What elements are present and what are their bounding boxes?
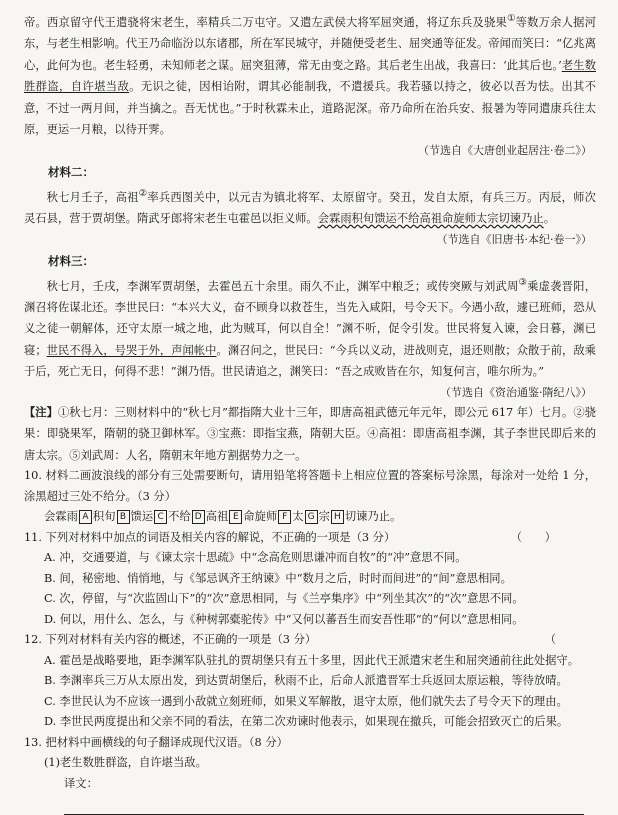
underlined-sentence-1: 老生数胜群盗，自许堪当敌 bbox=[24, 58, 596, 94]
answer-box-c[interactable]: C bbox=[154, 510, 167, 524]
answer-box-d[interactable]: D bbox=[192, 510, 205, 524]
translation-label: 译文： bbox=[64, 776, 98, 790]
answer-box-e[interactable]: E bbox=[229, 510, 242, 524]
material-two-source: （节选自《旧唐书·本纪·卷一》） bbox=[436, 232, 592, 246]
material-two-text: 秋七月壬子，高祖②率兵西图关中，以元吉为镇北将军、太原留守。癸丑，发自太原，有兵三万。丙辰，师次灵石县，营于贾胡堡。隋武牙郎将宋老生屯霍邑以拒义师。会霖雨积旬馈运不给高祖命旋师太宗切谏乃止。 bbox=[24, 187, 596, 226]
answer-box-f[interactable]: F bbox=[278, 510, 291, 524]
answer-box-a[interactable]: A bbox=[79, 510, 92, 524]
answer-box-b[interactable]: B bbox=[117, 510, 130, 524]
question-11-option-a[interactable]: A. 冲，交通要道，与《谏太宗十思疏》中“念高危则思谦冲而自牧”的“冲”意思不同。 bbox=[44, 551, 467, 565]
wavy-underlined-sentence: 会霖雨积旬馈运不给高祖命旋师太宗切谏乃止 bbox=[317, 212, 544, 226]
question-13-item-1: (1)老生数胜群盗，自许堪当敌。 bbox=[44, 756, 207, 770]
material-three bbox=[24, 251, 596, 402]
question-12 bbox=[24, 630, 596, 733]
question-13 bbox=[24, 733, 596, 815]
question-10 bbox=[24, 466, 596, 528]
material-three-source: （节选自《资治通鉴·隋纪八》） bbox=[440, 385, 592, 399]
material-two bbox=[24, 162, 596, 249]
translation-row bbox=[64, 774, 596, 815]
material-three-heading: 材料三： bbox=[48, 253, 94, 268]
question-11-option-c[interactable]: C. 次，停留，与“次监固山下”的“次”意思相同，与《兰亭集序》中“列坐其次”的“次”意思不同。 bbox=[44, 592, 524, 606]
annotation-notes: 【注】①秋七月：三则材料中的“秋七月”都指隋大业十三年，即唐高祖武德元年元年，即公元 617 年）七月。②骁果：即骁果军，隋朝的骁卫御林军。③宝燕：即指宝燕，隋朝大臣。④高祖：即唐高祖李渊，其子李世民即后来的唐太宗。⑤刘武周：人名，隋朝末年地方割据势力之一。 bbox=[24, 404, 596, 462]
question-12-answer-paren[interactable]: （ bbox=[544, 633, 556, 647]
material-one bbox=[24, 8, 596, 160]
material-one-source: （节选自《大唐创业起居注·卷二》） bbox=[418, 143, 592, 157]
material-one-text: 帝。西京留守代王遣骁将宋老生，率精兵二万屯守。又遣左武侯大将军屈突通，将辽东兵及骁果①等数万余人据河东，与老生相影响。代王乃命临汾以东诸郡，所在军民城守，并随便受老生、屈突通等征发。帝闻而笑曰：“亿兆离心，此何为也。老生轻勇，未知师老之谋。屈突狙薄，常无由变之路。其后老生出战，我喜曰：‘此其后也。’老生数胜群盗，自许堪当敌。无识之徒，因相诒附，谓其必能制我，不遣援兵。我若骚以持之，彼必以吾为怯。出其不意，不过一两月间，并当擒之。吾无忧也。”于时秋霖未止，道路泥深。帝乃命所在治兵安、报暑为等同遣康兵往太原，更运一月粮，以待开霁。 bbox=[24, 13, 596, 137]
question-11-option-b[interactable]: B. 间，秘密地、悄悄地，与《邹忌讽齐王纳谏》中“数月之后，时时而间进”的“间”意思相同。 bbox=[44, 571, 512, 585]
material-two-heading: 材料二： bbox=[48, 164, 94, 179]
translation-answer-line[interactable] bbox=[64, 800, 584, 815]
answer-box-g[interactable]: G bbox=[305, 510, 318, 524]
question-12-stem: 12. 下列对材料有关内容的概述，不正确的一项是（3 分） bbox=[24, 633, 317, 647]
question-10-stem: 10. 材料二画波浪线的部分有三处需要断句，请用铅笔将答题卡上相应位置的答案标号涂黑，每涂对一处给 1 分，涂黑超过三处不给分。（3 分） bbox=[24, 469, 596, 503]
question-13-stem: 13. 把材料中画横线的句子翻译成现代汉语。（8 分） bbox=[24, 735, 288, 749]
underlined-sentence-2: 世民不得入，号哭于外，声闻帐中 bbox=[46, 343, 217, 357]
material-three-text: 秋七月，壬戌，李渊军贾胡堡，去霍邑五十余里。雨久不止，渊军中粮乏；或传突厥与刘武周③乘虚袭晋阳，渊召将佐谋北还。李世民曰：“本兴大义，奋不顾身以救苍生，当先入咸阳，号令天下。今遇小敌，遽已班师，恐从义之徒一朝解体，还守太原一城之地，此为贼耳，何以自全！”渊不听，促令引发。世民将复入谏，会日暮，渊已寝；世民不得入，号哭于外，声闻帐中。渊召问之，世民曰：“今兵以义动，进战则克，退还则散；众散于前，敌乘于后，死亡无日，何得不悲！”渊乃悟。世民请追之，渊笑曰：“吾之成败皆在尔，知复何言，唯尔所为。” bbox=[24, 276, 596, 379]
question-12-option-d[interactable]: D. 李世民两度提出和父亲不同的看法，在第二次劝谏时他表示，如果现在撤兵，可能会招致灭亡的后果。 bbox=[44, 715, 569, 729]
question-11-stem: 11. 下列对材料中加点的词语及相关内容的解说，不正确的一项是（3 分） bbox=[24, 530, 396, 544]
question-12-option-a[interactable]: A. 霍邑是战略要地，距李渊军队驻扎的贾胡堡只有五十多里，因此代王派遣宋老生和屈突通前往此处据守。 bbox=[44, 653, 580, 667]
question-11-answer-paren[interactable]: （ ） bbox=[510, 530, 556, 544]
answer-box-h[interactable]: H bbox=[331, 510, 344, 524]
question-10-segments: 会霖雨 A 积旬 B 馈运 C 不给 D 高祖 E 命旋师 F 太 G 宗 H 切谏乃止。 bbox=[44, 510, 402, 524]
question-11 bbox=[24, 528, 596, 631]
question-11-option-d[interactable]: D. 何以，用什么、怎么，与《种树郭橐驼传》中“又何以蕃吾生而安吾性耶”的“何以”意思相同。 bbox=[44, 612, 524, 626]
question-12-option-c[interactable]: C. 李世民认为不应该一遇到小敌就立刻班师，如果义军解散，退守太原，他们就失去了号令天下的理由。 bbox=[44, 694, 568, 708]
question-12-option-b[interactable]: B. 李渊率兵三万从太原出发，到达贾胡堡后，秋雨不止，后命人派遣晋军士兵返回太原运粮，等待放晴。 bbox=[44, 674, 568, 688]
